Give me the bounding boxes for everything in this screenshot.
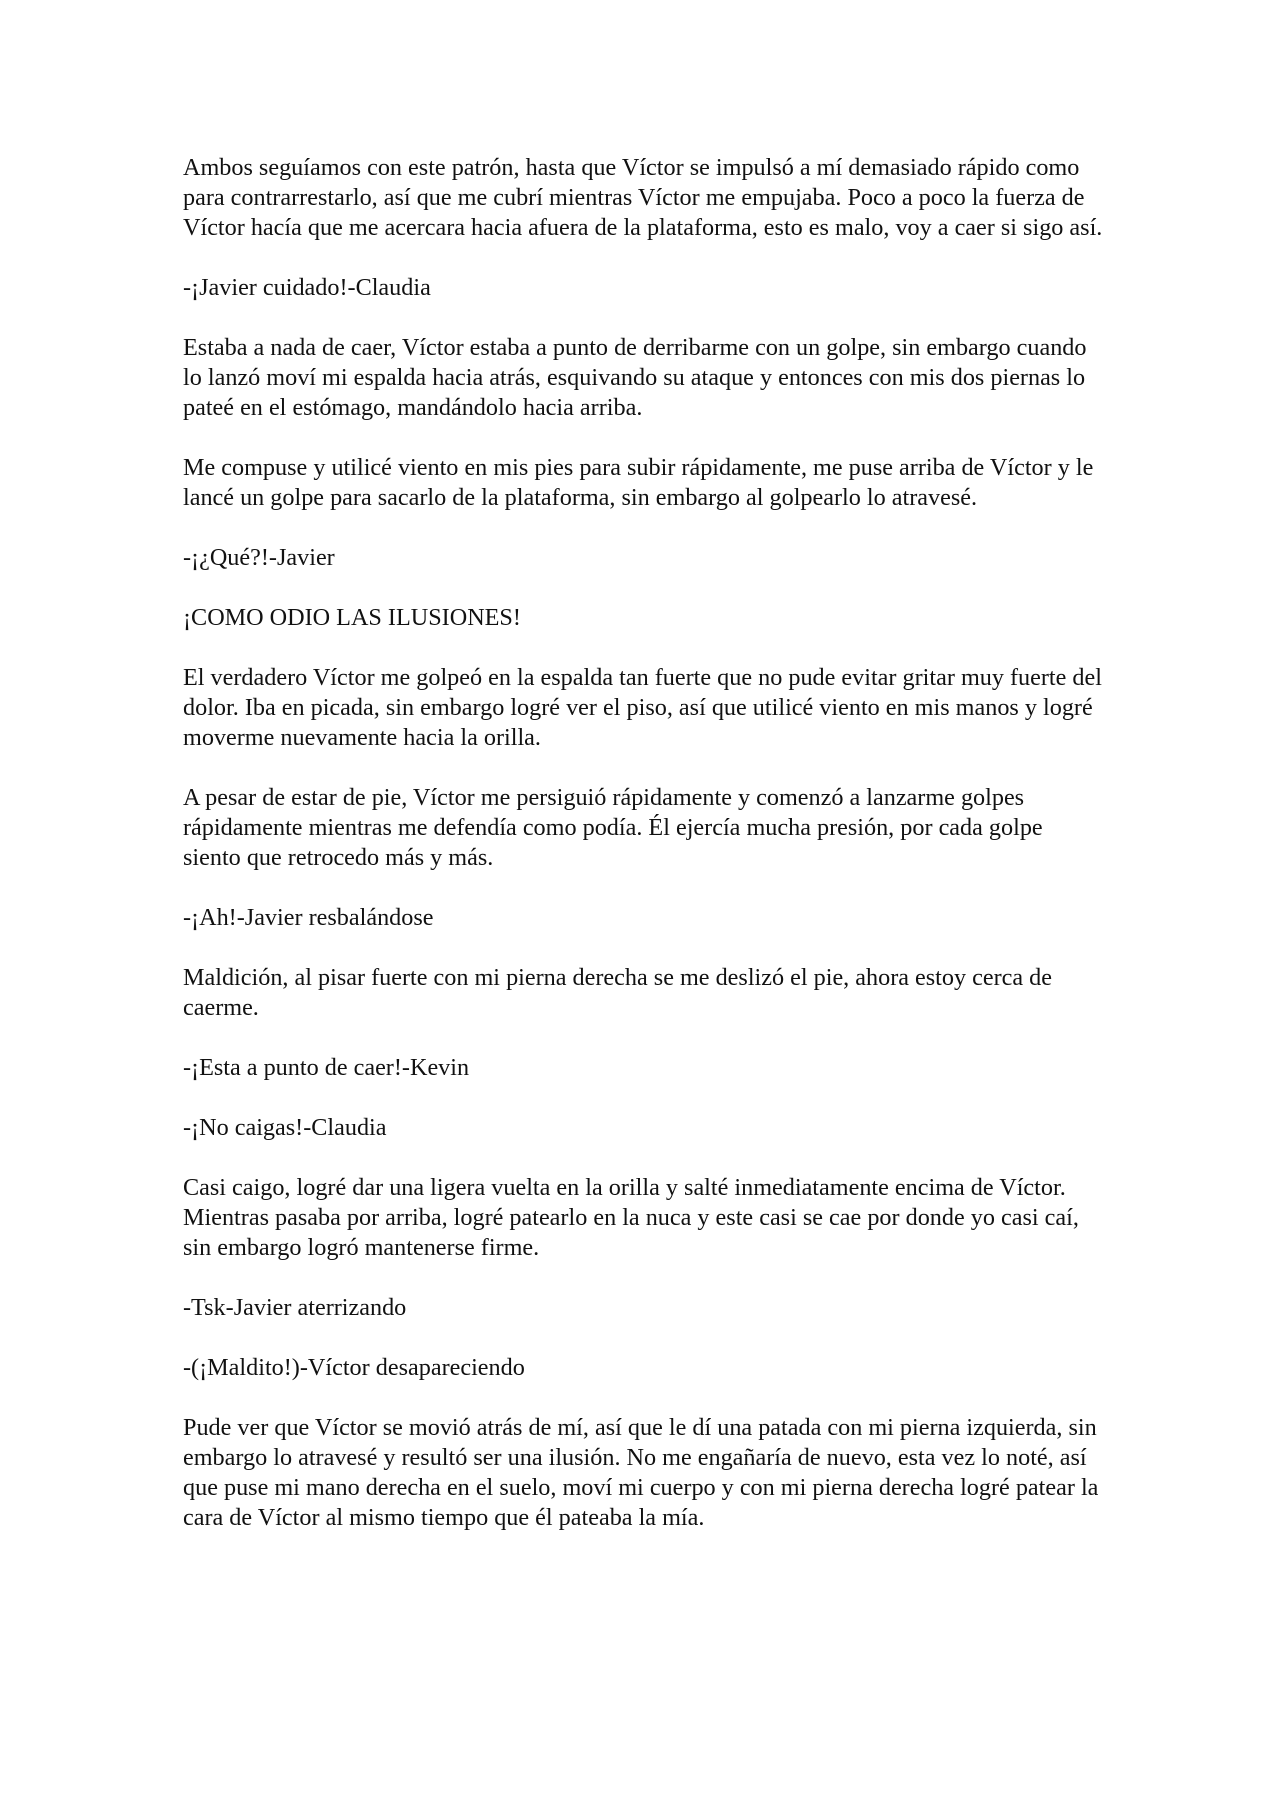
narrative-paragraph: Estaba a nada de caer, Víctor estaba a punto de derribarme con un golpe, sin embargo cuando lo lanzó moví mi espalda hacia atrás, esquivando su ataque y entonces con mis dos piernas lo pateé en el estómago, mandándolo hacia arriba. [183, 334, 1087, 421]
narrative-paragraph: A pesar de estar de pie, Víctor me persiguió rápidamente y comenzó a lanzarme golpes rápidamente mientras me defendía como podía. Él ejercía mucha presión, por cada golpe siento que retrocedo más y más. [183, 784, 1043, 871]
dialogue-line: -¡Ah!-Javier resbalándose [183, 904, 434, 931]
dialogue-line: -¡Javier cuidado!-Claudia [183, 274, 431, 301]
narrative-paragraph: El verdadero Víctor me golpeó en la espalda tan fuerte que no pude evitar gritar muy fuerte del dolor. Iba en picada, sin embargo logré ver el piso, así que utilicé viento en mis manos y logré moverme nuevamente hacia la orilla. [183, 664, 1102, 751]
dialogue-line: -¡No caigas!-Claudia [183, 1114, 387, 1141]
dialogue-line: -¡Esta a punto de caer!-Kevin [183, 1054, 470, 1081]
document-body [183, 153, 1103, 1533]
narrative-paragraph: Ambos seguíamos con este patrón, hasta que Víctor se impulsó a mí demasiado rápido como para contrarrestarlo, así que me cubrí mientras Víctor me empujaba. Poco a poco la fuerza de Víctor hacía que me acercara hacia afuera de la plataforma, esto es malo, voy a caer si sigo así. [183, 154, 1103, 241]
narrative-paragraph: Casi caigo, logré dar una ligera vuelta en la orilla y salté inmediatamente encima de Víctor. Mientras pasaba por arriba, logré patearlo en la nuca y este casi se cae por donde yo casi caí, sin embargo logró mantenerse firme. [183, 1174, 1079, 1261]
dialogue-line: -Tsk-Javier aterrizando [183, 1294, 407, 1321]
narrative-paragraph: Maldición, al pisar fuerte con mi pierna derecha se me deslizó el pie, ahora estoy cerca de caerme. [183, 964, 1053, 1021]
dialogue-line: -(¡Maldito!)-Víctor desapareciendo [183, 1354, 525, 1381]
dialogue-line: -¡¿Qué?!-Javier [183, 544, 335, 571]
narrative-paragraph: Pude ver que Víctor se movió atrás de mí, así que le dí una patada con mi pierna izquierda, sin embargo lo atravesé y resultó ser una ilusión. No me engañaría de nuevo, esta vez lo noté, así que puse mi mano derecha en el suelo, moví mi cuerpo y con mi pierna derecha logré patear la cara de Víctor al mismo tiempo que él pateaba la mía. [183, 1414, 1099, 1531]
narrative-paragraph: Me compuse y utilicé viento en mis pies para subir rápidamente, me puse arriba de Víctor y le lancé un golpe para sacarlo de la plataforma, sin embargo al golpearlo lo atravesé. [183, 454, 1094, 511]
exclamation-line: ¡COMO ODIO LAS ILUSIONES! [183, 604, 521, 631]
